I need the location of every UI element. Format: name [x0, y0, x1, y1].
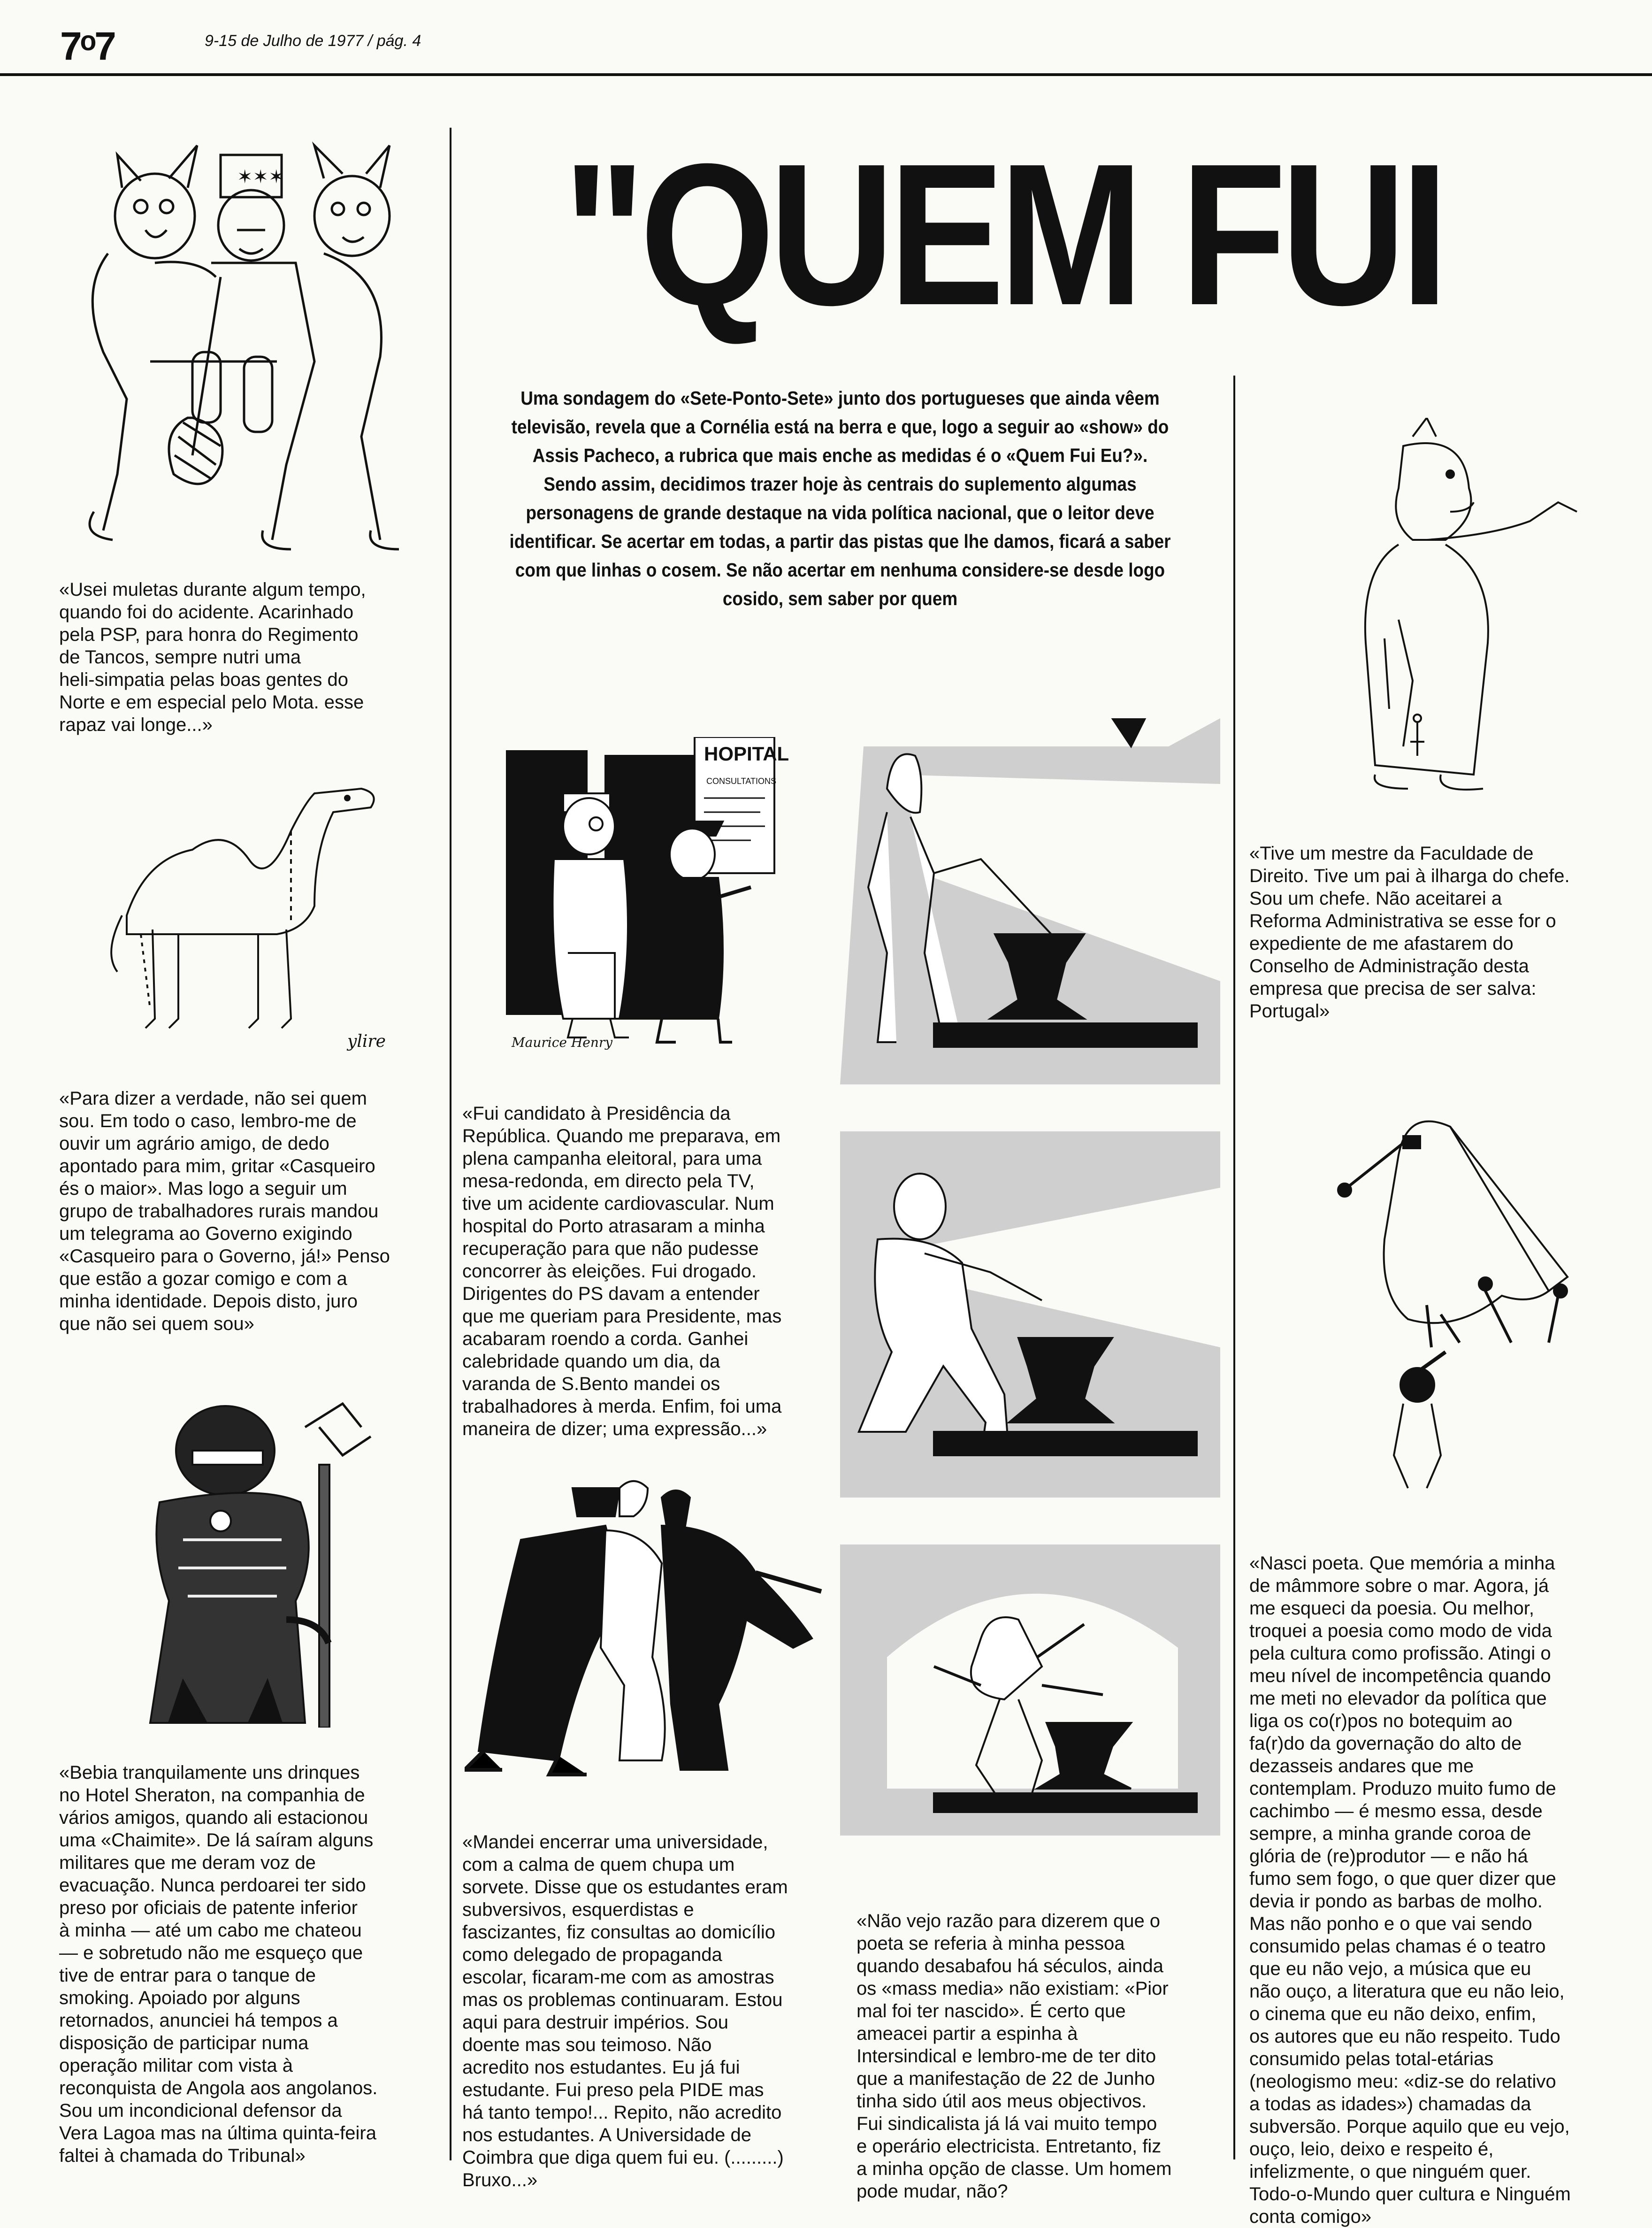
- quote-7: «Tive um mestre da Faculdade de Direito. Tive um pai à ilharga do chefe. Sou um chefe. Não aceitarei a Reforma Administrativa se esse for o expediente de me afastarem do Conselho de Administração desta empresa que precisa de ser salva: Portugal»: [1249, 843, 1570, 1022]
- intro-paragraph: Uma sondagem do «Sete-Ponto-Sete» junto dos portugueses que ainda vêem televisão, revela que a Cornélia está na berra e que, logo a seguir ao «show» do Assis Pacheco, a rubrica que mais enche as medidas é o «Quem Fui Eu?». Sendo assim, decidimos trazer hoje às centrais do suplemento algumas personagens de grande destaque na vida política nacional, que o leitor deve identificar. Se acertar em todas, a partir das pistas que lhe damos, ficará a saber com que linhas o cosem. Se não acertar em nenhuma considere-se desde logo cosido, sem saber por quem: [509, 387, 1171, 609]
- quote-8: «Nasci poeta. Que memória a minha de mâmmore sobre o mar. Agora, já me esqueci da poesia. Ou melhor, troquei a poesia como modo de vida pela cultura como profissão. Atingi o meu nível de incompetência quando me meti no elevador da política que liga os co(r)pos no botequim ao fa(r)do da governação do alto de dezasseis andares que me contemplam. Produzo muito fumo de cachimbo — é mesmo essa, desde sempre, a minha grande coroa de glória de (re)produtor — e não há fumo sem fogo, o que quer dizer que devia ir pondo as barbas de molho. Mas não ponho e o que vai sendo consumido pelas chamas é o teatro que eu não vejo, a música que eu não ouço, a literatura que eu não leio, o cinema que eu não deixo, enfim, os autores que eu não respeito. Tudo consumido pelas total-etárias (neologismo meu: «diz-se do relativo a todas as idades») chamadas da subversão. Porque aquilo que eu vejo, ouço, leio, deixo e respeito é, infelizmente, o que ninguém quer. Todo-o-Mundo quer cultura e Ninguém conta comigo»: [1249, 1553, 1571, 2227]
- hospital-sign: HOPITAL: [704, 743, 789, 765]
- cartoon-anvil-panel-1: [840, 718, 1220, 1084]
- headline: "QUEM FUI: [563, 122, 1443, 347]
- cartoon-anvil-panel-2: [840, 1131, 1220, 1498]
- svg-text:✶✶✶: ✶✶✶: [237, 167, 284, 187]
- cartoon-camel: [70, 775, 427, 1056]
- quote-5: «Mandei encerrar uma universidade, com a calma de quem chupa um sorvete. Disse que os estudantes eram subversivos, esquerdistas e fascizantes, fiz consultas ao domicílio como delegado de propaganda escolar, ficaram-me com as amostras mas os problemas continuaram. Estou aqui para destruir impérios. Sou doente mas sou teimoso. Não acredito nos estudantes. Eu já fui estudante. Fui preso pela PIDE mas há tanto tempo!... Repito, não acredito nos estudantes. A Universidade de Coimbra que diga quem fui eu. (.........) Bruxo...»: [462, 1832, 788, 2190]
- masthead-logo: 7ᵒ7: [60, 24, 115, 68]
- cartoon-microphones: [1305, 1099, 1652, 1512]
- cartoon-three-figures: [52, 136, 436, 559]
- doctor-signature: Maurice Henry: [512, 1035, 613, 1050]
- quote-3: «Bebia tranquilamente uns drinques no Hotel Sheraton, na companhia de vários amigos, quando ali estacionou uma «Chaimite». De lá saíram alguns militares que me deram voz de evacuação. Nunca perdoarei ter sido preso por oficiais de patente inferior à minha — até um cabo me chateou — e sobretudo não me esqueço que tive de entrar para o tanque de smoking. Apoiado por alguns retornados, anunciei há tempos a disposição de participar numa operação militar com vista à reconquista de Angola aos angolanos. Sou um incondicional defensor da Vera Lagoa mas na última quinta-feira faltei à chamada do Tribunal»: [59, 1762, 378, 2166]
- quote-1: «Usei muletas durante algum tempo, quando foi do acidente. Acarinhado pela PSP, para honra do Regimento de Tancos, sempre nutri uma heli-simpatia pelas boas gentes do Norte e em especial pelo Mota. esse rapaz vai longe...»: [59, 579, 366, 735]
- cartoon-hospital: [497, 737, 817, 1061]
- quote-4: «Fui candidato à Presidência da República. Quando me preparava, em plena campanha eleitoral, para uma mesa-redonda, em directo pela TV, tive um acidente cardiovascular. Num hospital do Porto atrasaram a minha recuperação para que não pudesse concorrer às eleições. Fui drogado. Dirigentes do PS davam a entender que me queriam para Presidente, mas acabaram roendo a corda. Ganhei calebridade quando um dia, da varanda de S.Bento mandei os trabalhadores à merda. Enfim, foi uma maneira de dizer; uma expressão...»: [462, 1103, 782, 1439]
- cartoon-priest: [1333, 418, 1652, 831]
- cartoon-anvil-panel-3: [840, 1544, 1220, 1836]
- cartoon-police: [465, 1469, 831, 1779]
- dateline: 9-15 de Julho de 1977 / pág. 4: [205, 32, 421, 50]
- column-rule-right: [1233, 376, 1235, 2159]
- header-rule: [0, 73, 1652, 76]
- camel-signature: ylire: [347, 1032, 386, 1051]
- quote-2: «Para dizer a verdade, não sei quem sou. Em todo o caso, lembro-me de ouvir um agrário amigo, de dedo apontado para mim, gritar «Casqueiro és o maior». Mas logo a seguir um grupo de trabalhadores rurais mandou um telegrama ao Governo exigindo «Casqueiro para o Governo, já!» Penso que estão a gozar comigo e com a minha identidade. Depois disto, juro que não sei quem sou»: [59, 1088, 390, 1334]
- cartoon-soldier: [99, 1399, 408, 1728]
- quote-6: «Não vejo razão para dizerem que o poeta se referia à minha pessoa quando desabafou há séculos, ainda os «mass media» não existiam: «Pior mal foi ter nascido». É certo que ameacei partir a espinha à Intersindical e lembro-me de ter dito que a manifestação de 22 de Junho tinha sido útil aos meus objectivos. Fui sindicalista já lá vai muito tempo e operário electricista. Entretanto, fiz a minha opção de classe. Um homem pode mudar, não?: [857, 1911, 1172, 2202]
- hospital-sign-sub: CONSULTATIONS: [706, 776, 777, 786]
